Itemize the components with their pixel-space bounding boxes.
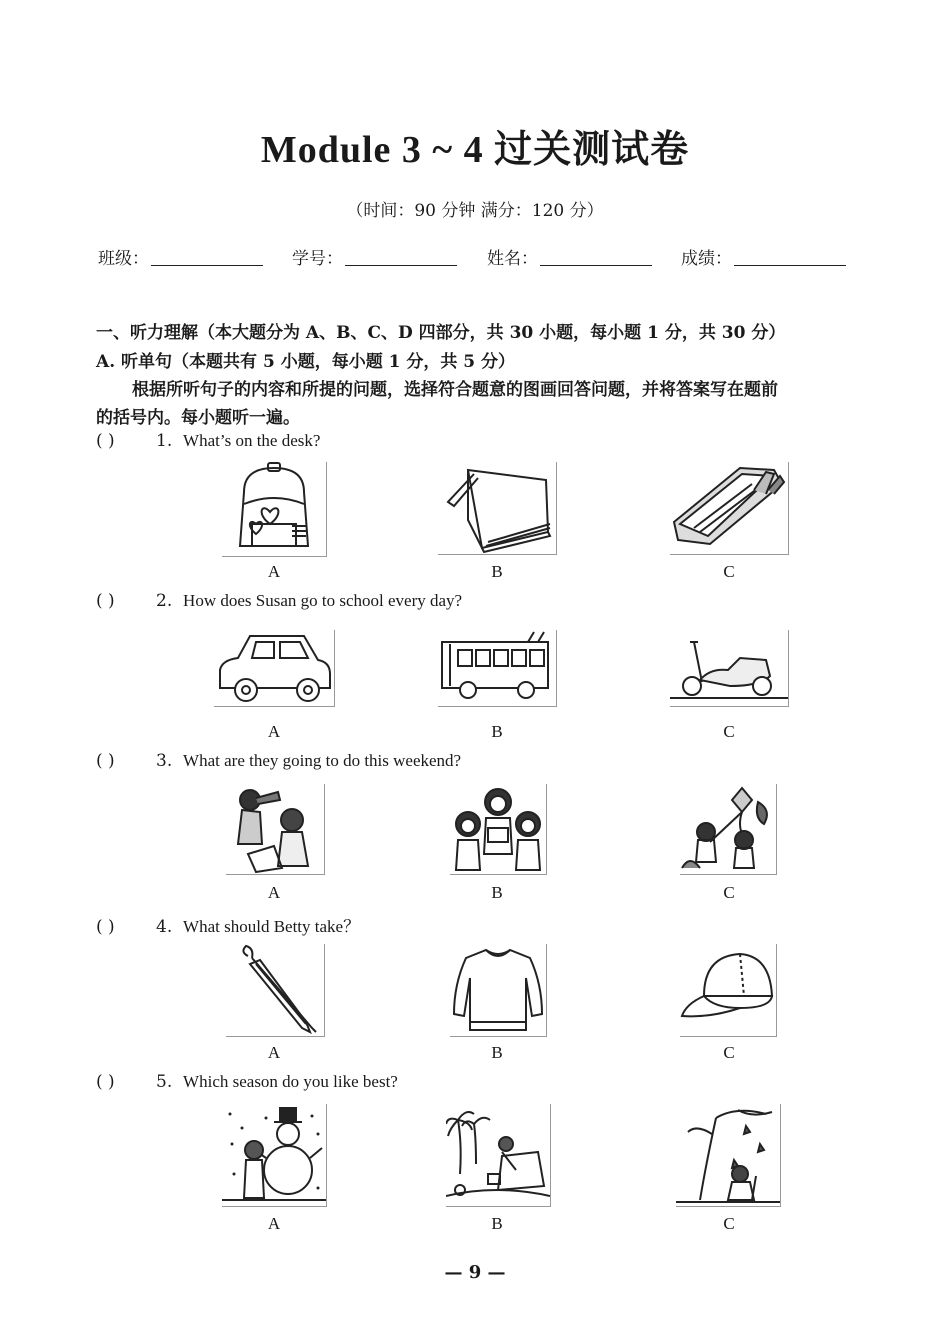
question-number: 5. xyxy=(156,1072,173,1092)
question-text: What should Betty take？ xyxy=(183,917,361,936)
option-a-label: A xyxy=(267,1214,281,1233)
question-text: What’s on the desk? xyxy=(183,431,321,450)
option-c-label: C xyxy=(723,562,735,581)
number-field[interactable] xyxy=(292,244,457,269)
option-c-label: C xyxy=(723,1043,735,1062)
score-field[interactable] xyxy=(681,244,846,269)
pencil-case-picture[interactable] xyxy=(670,462,789,555)
umbrella-picture[interactable] xyxy=(226,944,325,1037)
scooter-picture[interactable] xyxy=(670,630,789,707)
section-1-heading: 一、听力理解（本大题分为 A、B、C、D 四部分，共 30 小题，每小题 1 分，共 30 分） xyxy=(96,323,786,343)
question-number: 3. xyxy=(156,751,173,771)
reading-picture[interactable] xyxy=(450,784,547,875)
answer-bracket[interactable]: ( ) xyxy=(96,431,115,451)
question-4 xyxy=(96,912,360,937)
option-b-label: B xyxy=(491,1043,503,1062)
option-a-label: A xyxy=(267,883,281,902)
name-field[interactable] xyxy=(487,244,652,269)
option-b-label: B xyxy=(491,562,503,581)
number-label: 学号： xyxy=(292,249,343,269)
schoolbag-picture[interactable] xyxy=(222,462,327,557)
answer-bracket[interactable]: ( ) xyxy=(96,751,115,771)
answer-bracket[interactable]: ( ) xyxy=(96,917,115,937)
question-text: Which season do you like best? xyxy=(183,1072,398,1091)
winter-snowman-picture[interactable] xyxy=(222,1104,327,1207)
option-b-label: B xyxy=(491,883,503,902)
instruction-line-2: 的括号内。每小题听一遍。 xyxy=(96,408,300,428)
name-blank[interactable] xyxy=(540,251,652,266)
option-a-label: A xyxy=(267,562,281,581)
number-blank[interactable] xyxy=(345,251,457,266)
car-picture[interactable] xyxy=(214,630,335,707)
birdwatching-picture[interactable] xyxy=(226,784,325,875)
option-a-label: A xyxy=(267,722,281,741)
sweater-picture[interactable] xyxy=(450,944,547,1037)
score-label: 成绩： xyxy=(681,249,732,269)
option-c-label: C xyxy=(723,1214,735,1233)
option-a-label: A xyxy=(267,1043,281,1062)
cap-picture[interactable] xyxy=(680,944,777,1037)
book-picture[interactable] xyxy=(438,462,557,555)
question-text: How does Susan go to school every day? xyxy=(183,591,463,610)
answer-bracket[interactable]: ( ) xyxy=(96,591,115,611)
exam-time-score: （时间：90 分钟 满分：120 分） xyxy=(346,201,604,221)
flying-kite-picture[interactable] xyxy=(680,784,777,875)
class-field[interactable] xyxy=(98,244,263,269)
class-label: 班级： xyxy=(98,249,149,269)
page-number: — 9 — xyxy=(444,1262,506,1283)
question-5 xyxy=(96,1072,398,1092)
question-number: 1. xyxy=(156,431,173,451)
question-text: What are they going to do this weekend? xyxy=(183,751,462,770)
score-blank[interactable] xyxy=(734,251,846,266)
answer-bracket[interactable]: ( ) xyxy=(96,1072,115,1092)
question-number: 4. xyxy=(156,917,173,937)
bus-picture[interactable] xyxy=(438,630,557,707)
summer-beach-picture[interactable] xyxy=(446,1104,551,1207)
page-title: Module 3 ~ 4 过关测试卷 xyxy=(260,129,690,171)
question-3 xyxy=(96,751,461,771)
autumn-tree-picture[interactable] xyxy=(676,1104,781,1207)
option-b-label: B xyxy=(491,1214,503,1233)
class-blank[interactable] xyxy=(151,251,263,266)
option-c-label: C xyxy=(723,883,735,902)
option-c-label: C xyxy=(723,722,735,741)
question-1 xyxy=(96,431,320,451)
name-label: 姓名： xyxy=(487,249,538,269)
question-2 xyxy=(96,591,462,611)
option-b-label: B xyxy=(491,722,503,741)
instruction-line-1: 根据所听句子的内容和所提的问题，选择符合题意的图画回答问题，并将答案写在题前 xyxy=(132,380,778,400)
part-a-heading: A. 听单句（本题共有 5 小题，每小题 1 分，共 5 分） xyxy=(96,352,516,372)
question-number: 2. xyxy=(156,591,173,611)
